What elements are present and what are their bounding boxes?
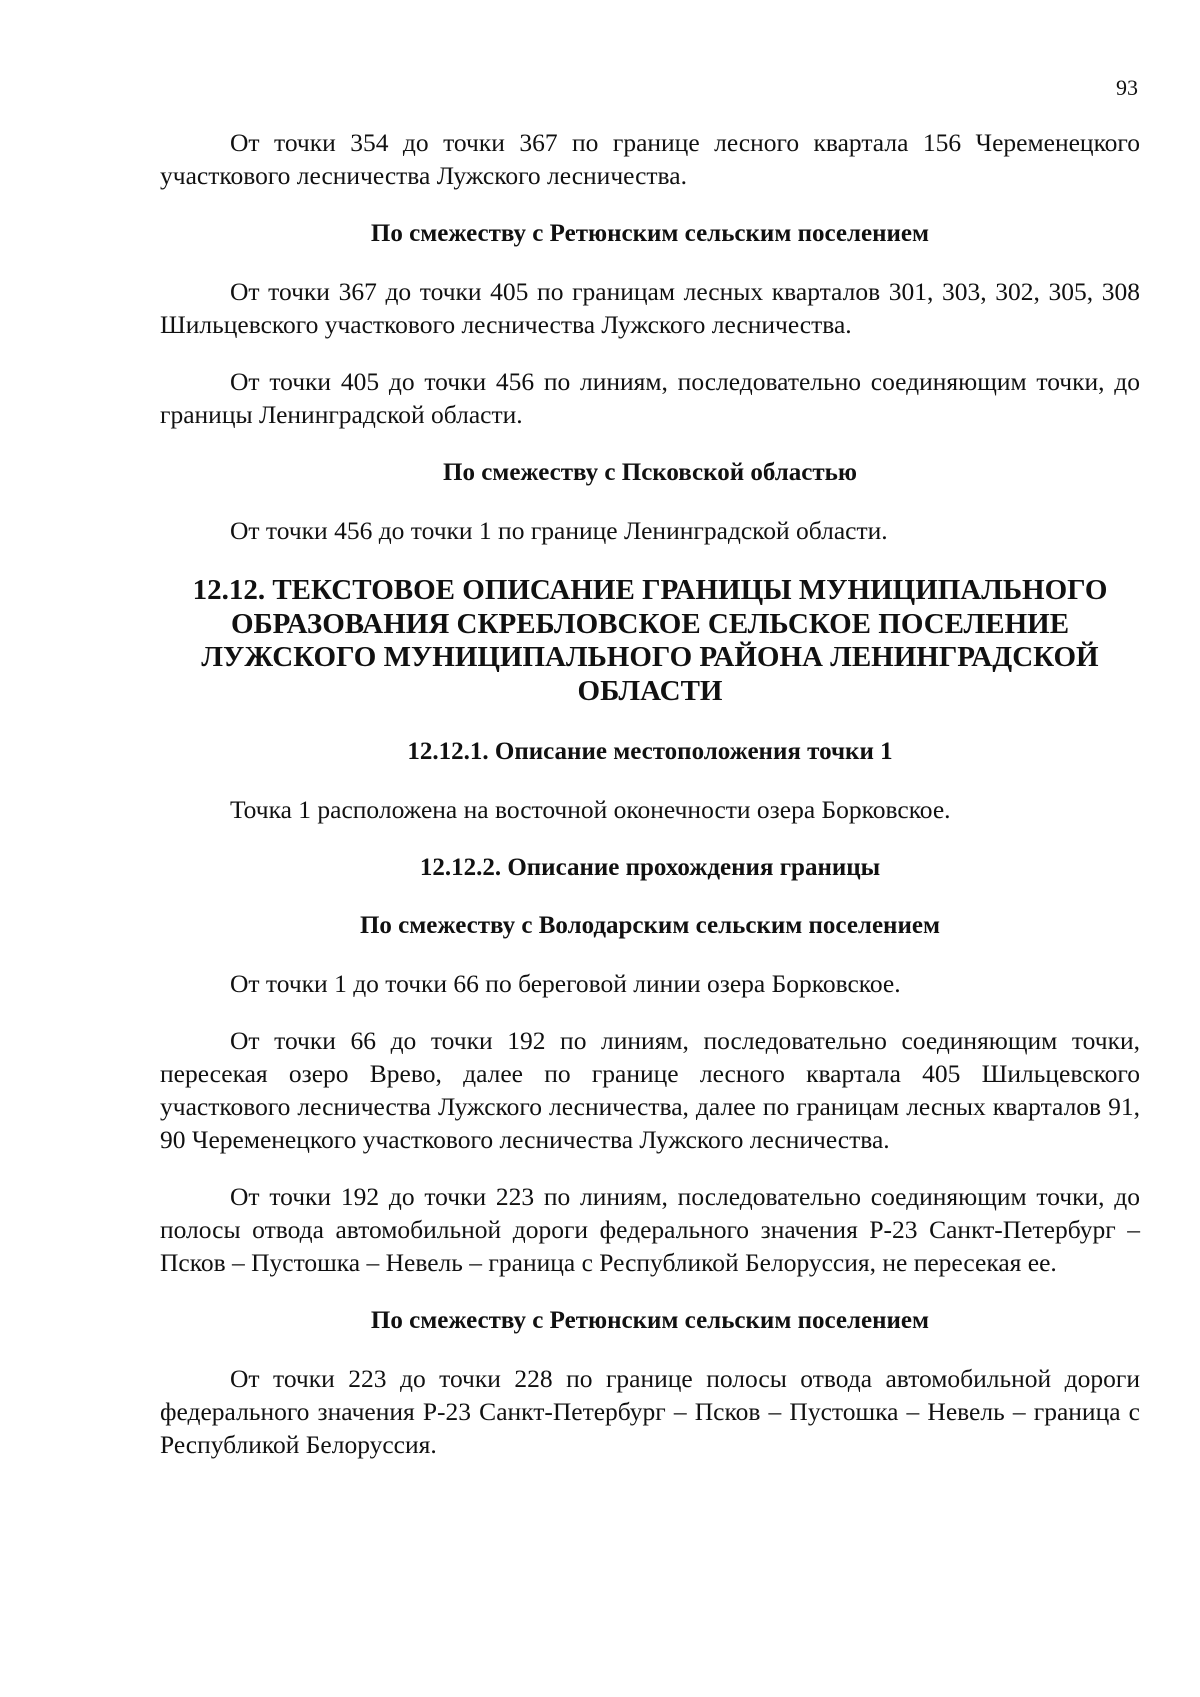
paragraph: От точки 405 до точки 456 по линиям, последовательно соединяющим точки, до границы Ленинградской области. bbox=[160, 367, 1140, 429]
section-title: 12.12. ТЕКСТОВОЕ ОПИСАНИЕ ГРАНИЦЫ МУНИЦИПАЛЬНОГО ОБРАЗОВАНИЯ СКРЕБЛОВСКОЕ СЕЛЬСКОЕ ПОСЕЛЕНИЕ ЛУЖСКОГО МУНИЦИПАЛЬНОГО РАЙОНА ЛЕНИНГРАДСКОЙ ОБЛАСТИ bbox=[192, 574, 1108, 707]
section-heading: По смежеству с Ретюнским сельским поселением bbox=[370, 220, 930, 247]
section-heading: По смежеству с Володарским сельским поселением bbox=[359, 912, 940, 939]
section-heading: По смежеству с Ретюнским сельским поселением bbox=[370, 1307, 930, 1334]
paragraph: От точки 367 до точки 405 по границам лесных кварталов 301, 303, 302, 305, 308 Шильцевского участкового лесничества Лужского лесничества. bbox=[160, 277, 1140, 339]
paragraph: От точки 192 до точки 223 по линиям, последовательно соединяющим точки, до полосы отвода автомобильной дороги федерального значения Р-23 Санкт-Петербург – Псков – Пустошка – Невель – граница с Республикой Белоруссия, не пересекая ее. bbox=[160, 1182, 1140, 1277]
paragraph: От точки 354 до точки 367 по границе лесного квартала 156 Череменецкого участкового лесничества Лужского лесничества. bbox=[160, 128, 1140, 190]
paragraph: Точка 1 расположена на восточной оконечности озера Борковское. bbox=[230, 795, 951, 824]
paragraph: От точки 1 до точки 66 по береговой линии озера Борковское. bbox=[230, 969, 901, 998]
paragraph: От точки 66 до точки 192 по линиям, последовательно соединяющим точки, пересекая озеро Врево, далее по границе лесного квартала 405 Шильцевского участкового лесничества Лужского лесничества, далее по границам лесных кварталов 91, 90 Череменецкого участкового лесничества Лужского лесничества. bbox=[160, 1026, 1140, 1154]
document-body bbox=[160, 126, 1140, 1461]
page-number: 93 bbox=[1116, 75, 1138, 100]
subsection-heading: 12.12.1. Описание местоположения точки 1 bbox=[407, 738, 893, 765]
section-heading: По смежеству с Псковской областью bbox=[443, 459, 857, 486]
paragraph: От точки 456 до точки 1 по границе Ленинградской области. bbox=[230, 516, 888, 545]
subsection-heading: 12.12.2. Описание прохождения границы bbox=[419, 854, 881, 881]
paragraph: От точки 223 до точки 228 по границе полосы отвода автомобильной дороги федерального значения Р-23 Санкт-Петербург – Псков – Пустошка – Невель – граница с Республикой Белоруссия. bbox=[160, 1364, 1140, 1459]
